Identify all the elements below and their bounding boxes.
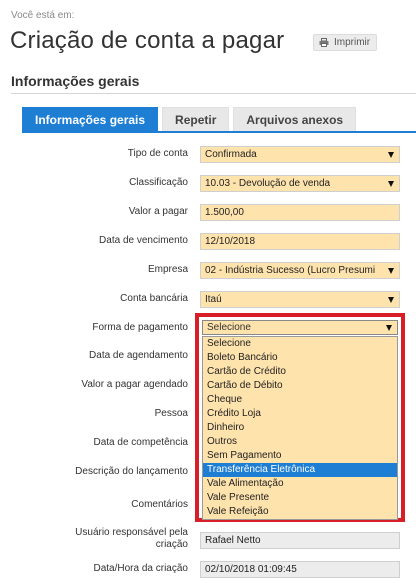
label-data-agendamento: Data de agendamento [89, 350, 188, 361]
section-divider [11, 93, 416, 94]
label-tipo-conta: Tipo de conta [127, 148, 188, 159]
classificacao-select[interactable] [200, 175, 400, 192]
label-classificacao: Classificação [129, 177, 188, 188]
chevron-down-icon [388, 152, 394, 158]
row-data-hora [0, 561, 416, 578]
classificacao-value: 10.03 - Devolução de venda [205, 178, 331, 189]
data-vencimento-input[interactable]: 12/10/2018 [200, 233, 400, 250]
breadcrumb: Você está em: [11, 10, 75, 21]
valor-pagar-input[interactable]: 1.500,00 [200, 204, 400, 221]
dropdown-option[interactable]: Cartão de Débito [207, 380, 283, 391]
data-hora-field: 02/10/2018 01:09:45 [200, 561, 400, 578]
chevron-down-icon [388, 181, 394, 187]
dropdown-option[interactable]: Cheque [207, 394, 243, 405]
conta-bancaria-value: Itaú [205, 294, 222, 305]
row-usuario [0, 527, 416, 550]
tab-bar [22, 107, 356, 132]
print-button[interactable] [313, 34, 377, 51]
row-data-vencimento [0, 233, 416, 250]
dropdown-option[interactable]: Boleto Bancário [207, 352, 278, 363]
chevron-down-icon [386, 325, 392, 331]
forma-pagamento-select[interactable] [202, 320, 398, 335]
dropdown-option[interactable]: Vale Alimentação [207, 478, 284, 489]
tab-arquivos-anexos[interactable]: Arquivos anexos [233, 107, 356, 132]
label-data-competencia: Data de competência [93, 437, 188, 448]
label-usuario-line2: criação [155, 539, 188, 550]
section-title: Informações gerais [11, 73, 140, 89]
forma-pagamento-options [202, 336, 398, 520]
label-comentarios: Comentários [131, 499, 188, 510]
print-button-label: Imprimir [334, 37, 371, 48]
printer-icon [319, 38, 329, 47]
chevron-down-icon [388, 268, 394, 274]
dropdown-option[interactable]: Outros [207, 436, 238, 447]
forma-pagamento-value: Selecione [207, 322, 251, 333]
row-valor-pagar [0, 204, 416, 221]
label-usuario-line1: Usuário responsável pela [75, 527, 188, 538]
dropdown-option[interactable]: Dinheiro [207, 422, 245, 433]
chevron-down-icon [388, 297, 394, 303]
empresa-select[interactable] [200, 262, 400, 279]
conta-bancaria-select[interactable] [200, 291, 400, 308]
tab-underline [22, 131, 416, 133]
row-empresa [0, 262, 416, 279]
label-empresa: Empresa [147, 264, 188, 275]
label-valor-pagar: Valor a pagar [128, 206, 188, 217]
empresa-value: 02 - Indústria Sucesso (Lucro Presumi [205, 265, 376, 276]
tab-informacoes-gerais[interactable]: Informações gerais [22, 107, 158, 132]
row-classificacao [0, 175, 416, 192]
dropdown-option[interactable]: Selecione [207, 338, 251, 349]
dropdown-option[interactable]: Vale Presente [207, 492, 270, 503]
usuario-field: Rafael Netto [200, 532, 400, 549]
row-tipo-conta [0, 146, 416, 163]
label-valor-agendado: Valor a pagar agendado [81, 379, 188, 390]
label-descricao: Descrição do lançamento [75, 466, 188, 477]
label-conta-bancaria: Conta bancária [120, 293, 188, 304]
page-title: Criação de conta a pagar [10, 27, 285, 54]
row-conta-bancaria [0, 291, 416, 308]
dropdown-option[interactable]: Vale Refeição [207, 506, 269, 517]
label-data-vencimento: Data de vencimento [99, 235, 188, 246]
label-data-hora: Data/Hora da criação [93, 563, 188, 574]
dropdown-option[interactable]: Transferência Eletrônica [203, 463, 397, 477]
tab-repetir[interactable]: Repetir [162, 107, 229, 132]
dropdown-option[interactable]: Cartão de Crédito [207, 366, 286, 377]
label-usuario [75, 527, 188, 551]
tipo-conta-select[interactable] [200, 146, 400, 163]
tipo-conta-value: Confirmada [205, 149, 257, 160]
dropdown-option[interactable]: Sem Pagamento [207, 450, 282, 461]
label-pessoa: Pessoa [154, 408, 188, 419]
dropdown-option[interactable]: Crédito Loja [207, 408, 261, 419]
label-forma-pagamento: Forma de pagamento [92, 322, 188, 333]
